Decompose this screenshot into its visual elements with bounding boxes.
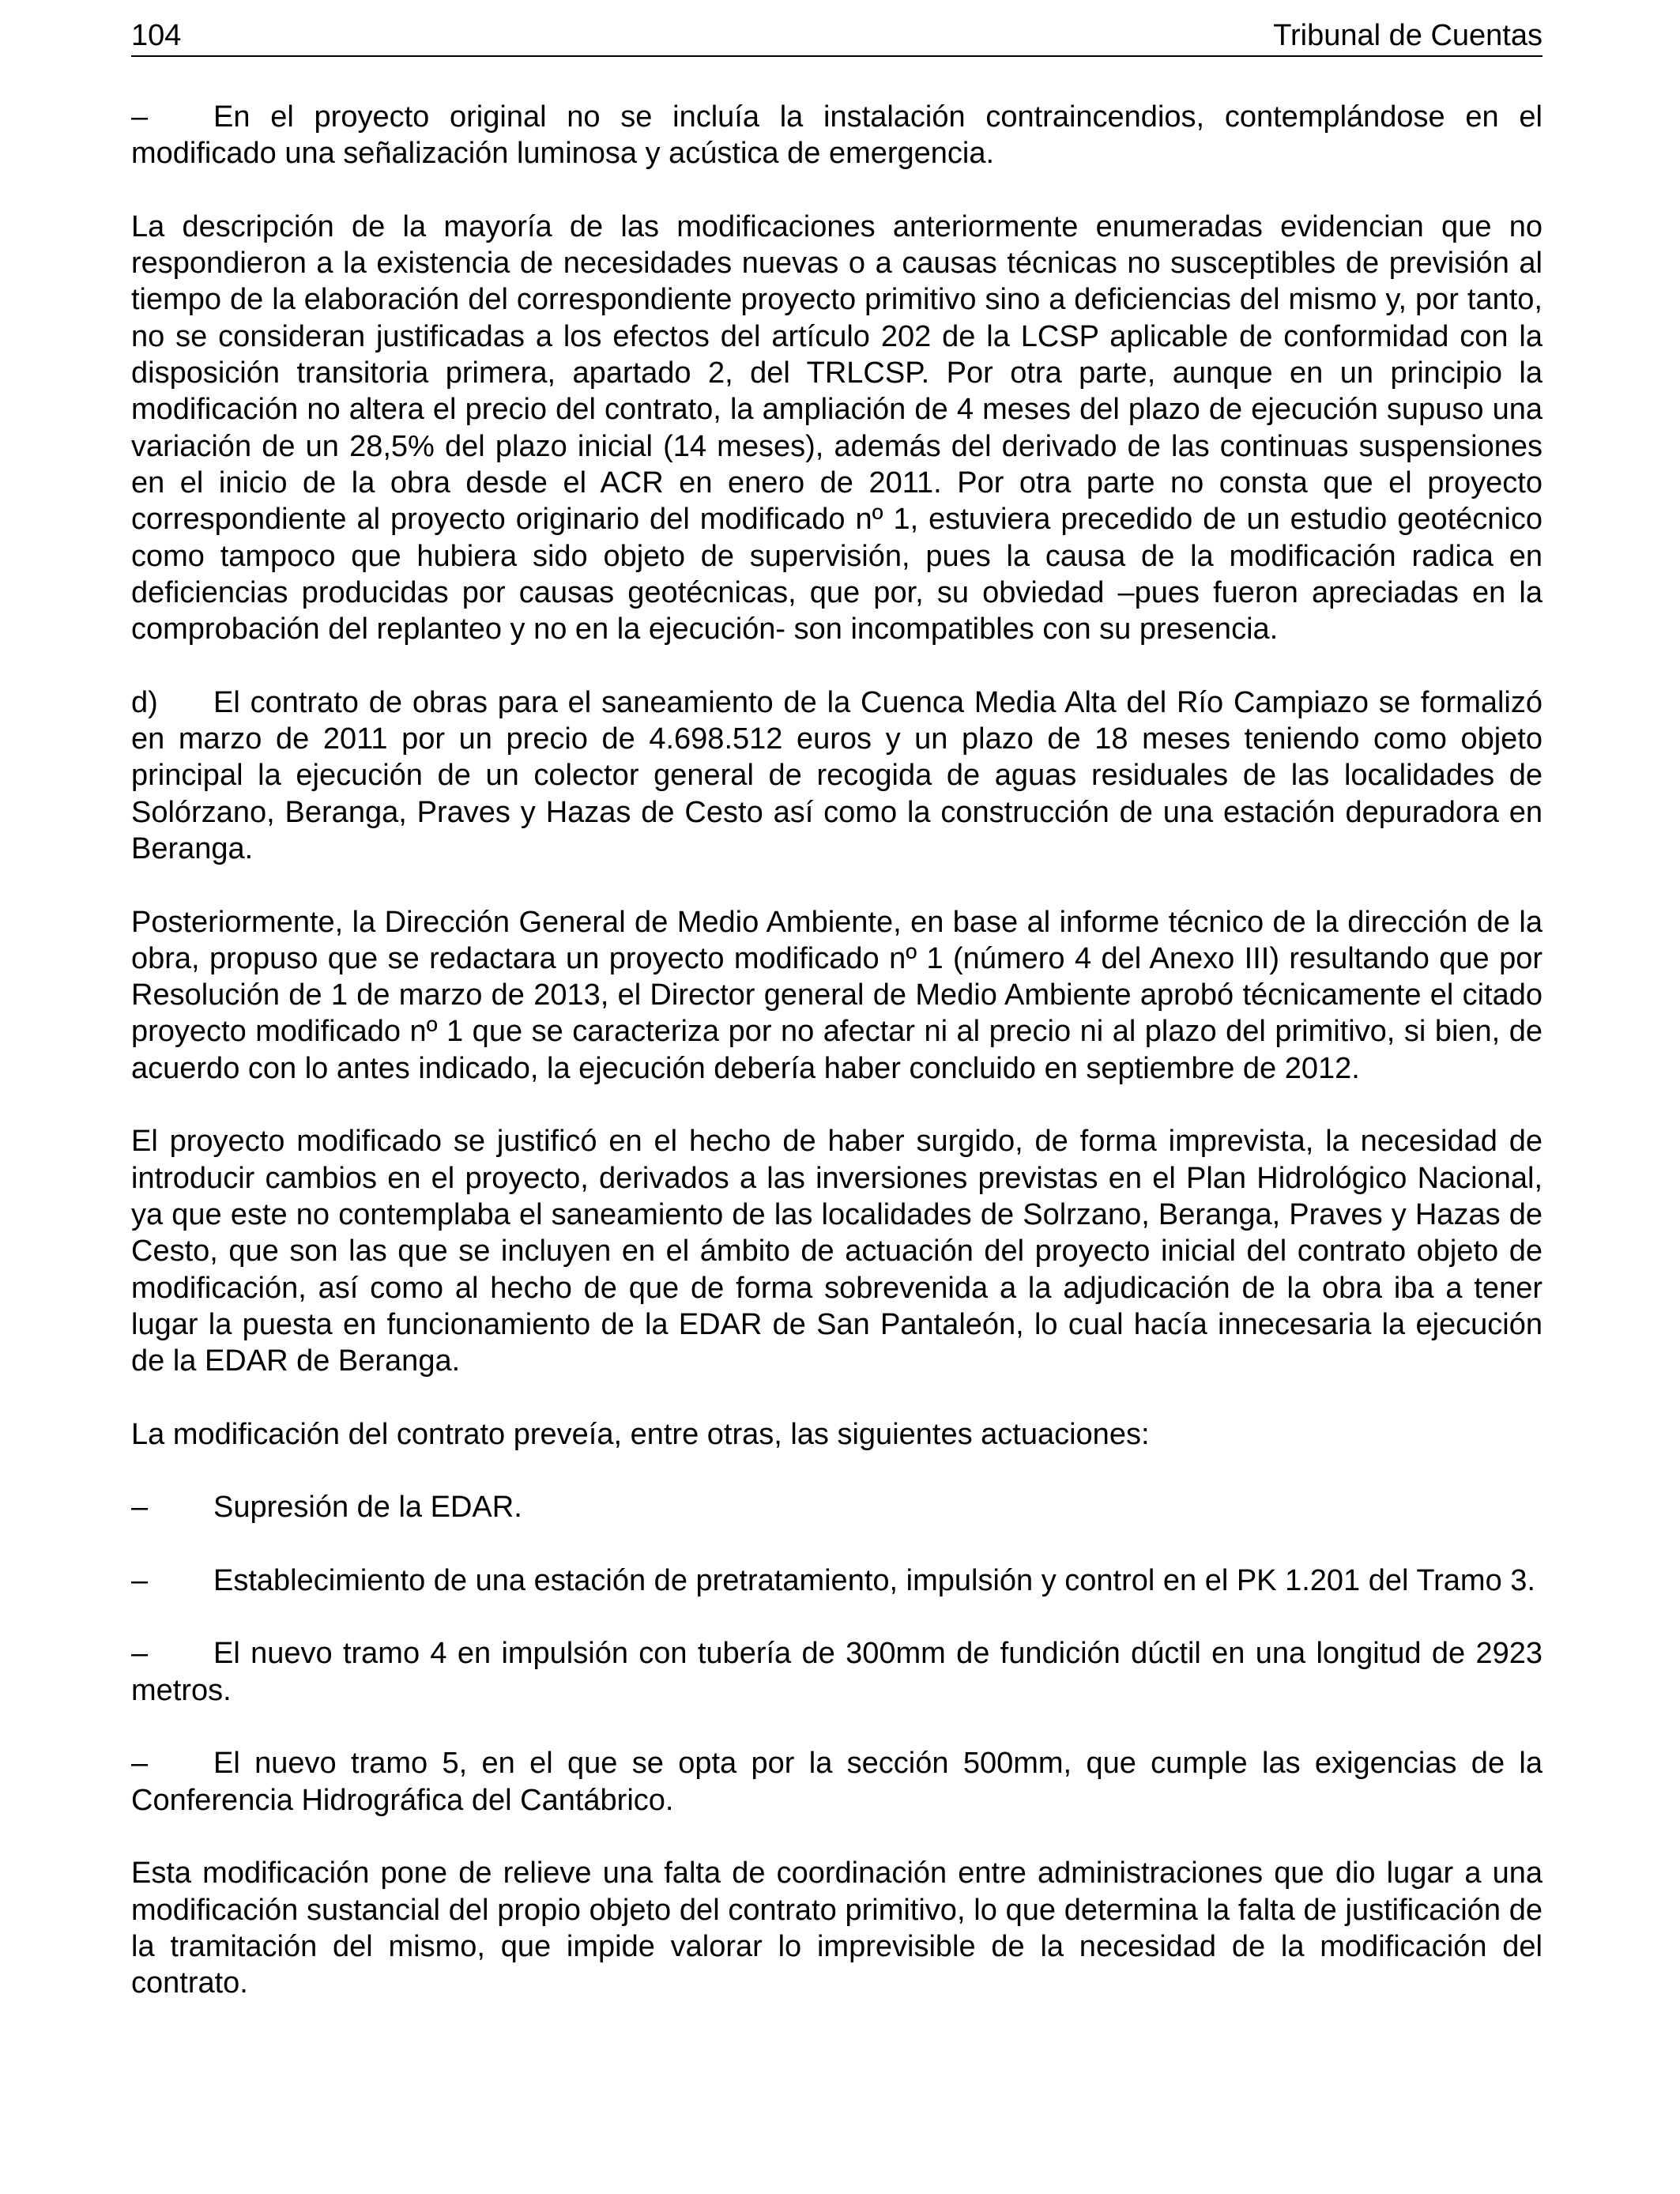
list-item bbox=[131, 1635, 1543, 1709]
list-item-fire-installation bbox=[131, 99, 1543, 172]
dash-bullet: – bbox=[131, 1637, 149, 1671]
paragraph-d-text: El contrato de obras para el saneamiento de la Cuenca Media Alta del Río Campiazo se formalizó en marzo de 2011 por un precio de 4.698.512 euros y un plazo de 18 meses teniendo como objeto principal la ejecución de un colector general de recogida de aguas residuales de las localidades de Solórzano, Beranga, Praves y Hazas de Cesto así como la construcción de una estación depuradora en Beranga. bbox=[131, 685, 1543, 865]
list-item bbox=[131, 1563, 1543, 1599]
list-item-text: En el proyecto original no se incluía la instalación contraincendios, contemplándose en el modificado una señalización luminosa y acústica de emergencia. bbox=[131, 100, 1543, 171]
document-body bbox=[131, 99, 1543, 2038]
list-item-text: Supresión de la EDAR. bbox=[213, 1491, 522, 1525]
paragraph-conclusion: Esta modificación pone de relieve una falta de coordinación entre administraciones que dio lugar a una modificación sustancial del propio objeto del contrato primitivo, lo que determina la falta de justificación de la tramitación del mismo, que impide valorar lo imprevisible de la necesidad de la modificación del contrato. bbox=[131, 1857, 1543, 2000]
dash-bullet: – bbox=[131, 1491, 149, 1525]
page-number: 104 bbox=[131, 19, 182, 52]
dash-bullet: – bbox=[131, 100, 149, 134]
list-item-text: El nuevo tramo 5, en el que se opta por la sección 500mm, que cumple las exigencias de la Conferencia Hidrográfica del Cantábrico. bbox=[131, 1747, 1543, 1817]
dash-bullet: – bbox=[131, 1563, 149, 1597]
list-item bbox=[131, 1489, 1543, 1525]
paragraph-description: La descripción de la mayoría de las modificaciones anteriormente enumeradas evidencian que no respondieron a la existencia de necesidades nuevas o a causas técnicas no susceptibles de previsión al tiempo de la elaboración del correspondiente proyecto primitivo sino a deficiencias del mismo y, por tanto, no se consideran justificadas a los efectos del artículo 202 de la LCSP aplicable de conformidad con la disposición transitoria primera, apartado 2, del TRLCSP. Por otra parte, aunque en un principio la modificación no altera el precio del contrato, la ampliación de 4 meses del plazo de ejecución supuso una variación de un 28,5% del plazo inicial (14 meses), además del derivado de las continuas suspensiones en el inicio de la obra desde el ACR en enero de 2011. Por otra parte no consta que el proyecto correspondiente al proyecto originario del modificado nº 1, estuviera precedido de un estudio geotécnico como tampoco que hubiera sido objeto de supervisión, pues la causa de la modificación radica en deficiencias producidas por causas geotécnicas, que por, su obviedad –pues fueron apreciadas en la comprobación del replanteo y no en la ejecución- son incompatibles con su presencia. bbox=[131, 209, 1543, 647]
list-item-text: Establecimiento de una estación de pretratamiento, impulsión y control en el PK 1.201 del Tramo 3. bbox=[213, 1563, 1535, 1597]
list-item-text: El nuevo tramo 4 en impulsión con tubería de 300mm de fundición dúctil en una longitud de 2923 metros. bbox=[131, 1637, 1543, 1707]
paragraph-intro-list: La modificación del contrato preveía, entre otras, las siguientes actuaciones: bbox=[131, 1417, 1150, 1451]
dash-bullet: – bbox=[131, 1747, 149, 1781]
section-label-d: d) bbox=[131, 685, 158, 719]
list-item bbox=[131, 1745, 1543, 1819]
running-title: Tribunal de Cuentas bbox=[1273, 19, 1543, 52]
paragraph-d bbox=[131, 684, 1543, 867]
paragraph-justificacion: El proyecto modificado se justificó en el hecho de haber surgido, de forma imprevista, la necesidad de introducir cambios en el proyecto, derivados a las inversiones previstas en el Plan Hidrológico Nacional, ya que este no contemplaba el saneamiento de las localidades de Solrzano, Beranga, Praves y Hazas de Cesto, que son las que se incluyen en el ámbito de actuación del proyecto inicial del contrato objeto de modificación, así como al hecho de que de forma sobrevenida a la adjudicación de la obra iba a tener lugar la puesta en funcionamiento de la EDAR de San Pantaleón, lo cual hacía innecesaria la ejecución de la EDAR de Beranga. bbox=[131, 1125, 1543, 1378]
paragraph-posteriormente: Posteriormente, la Dirección General de Medio Ambiente, en base al informe técnico de la dirección de la obra, propuso que se redactara un proyecto modificado nº 1 (número 4 del Anexo III) resultando que por Resolución de 1 de marzo de 2013, el Director general de Medio Ambiente aprobó técnicamente el citado proyecto modificado nº 1 que se caracteriza por no afectar ni al precio ni al plazo del primitivo, si bien, de acuerdo con lo antes indicado, la ejecución debería haber concluido en septiembre de 2012. bbox=[131, 905, 1543, 1085]
page-header bbox=[131, 16, 1543, 57]
